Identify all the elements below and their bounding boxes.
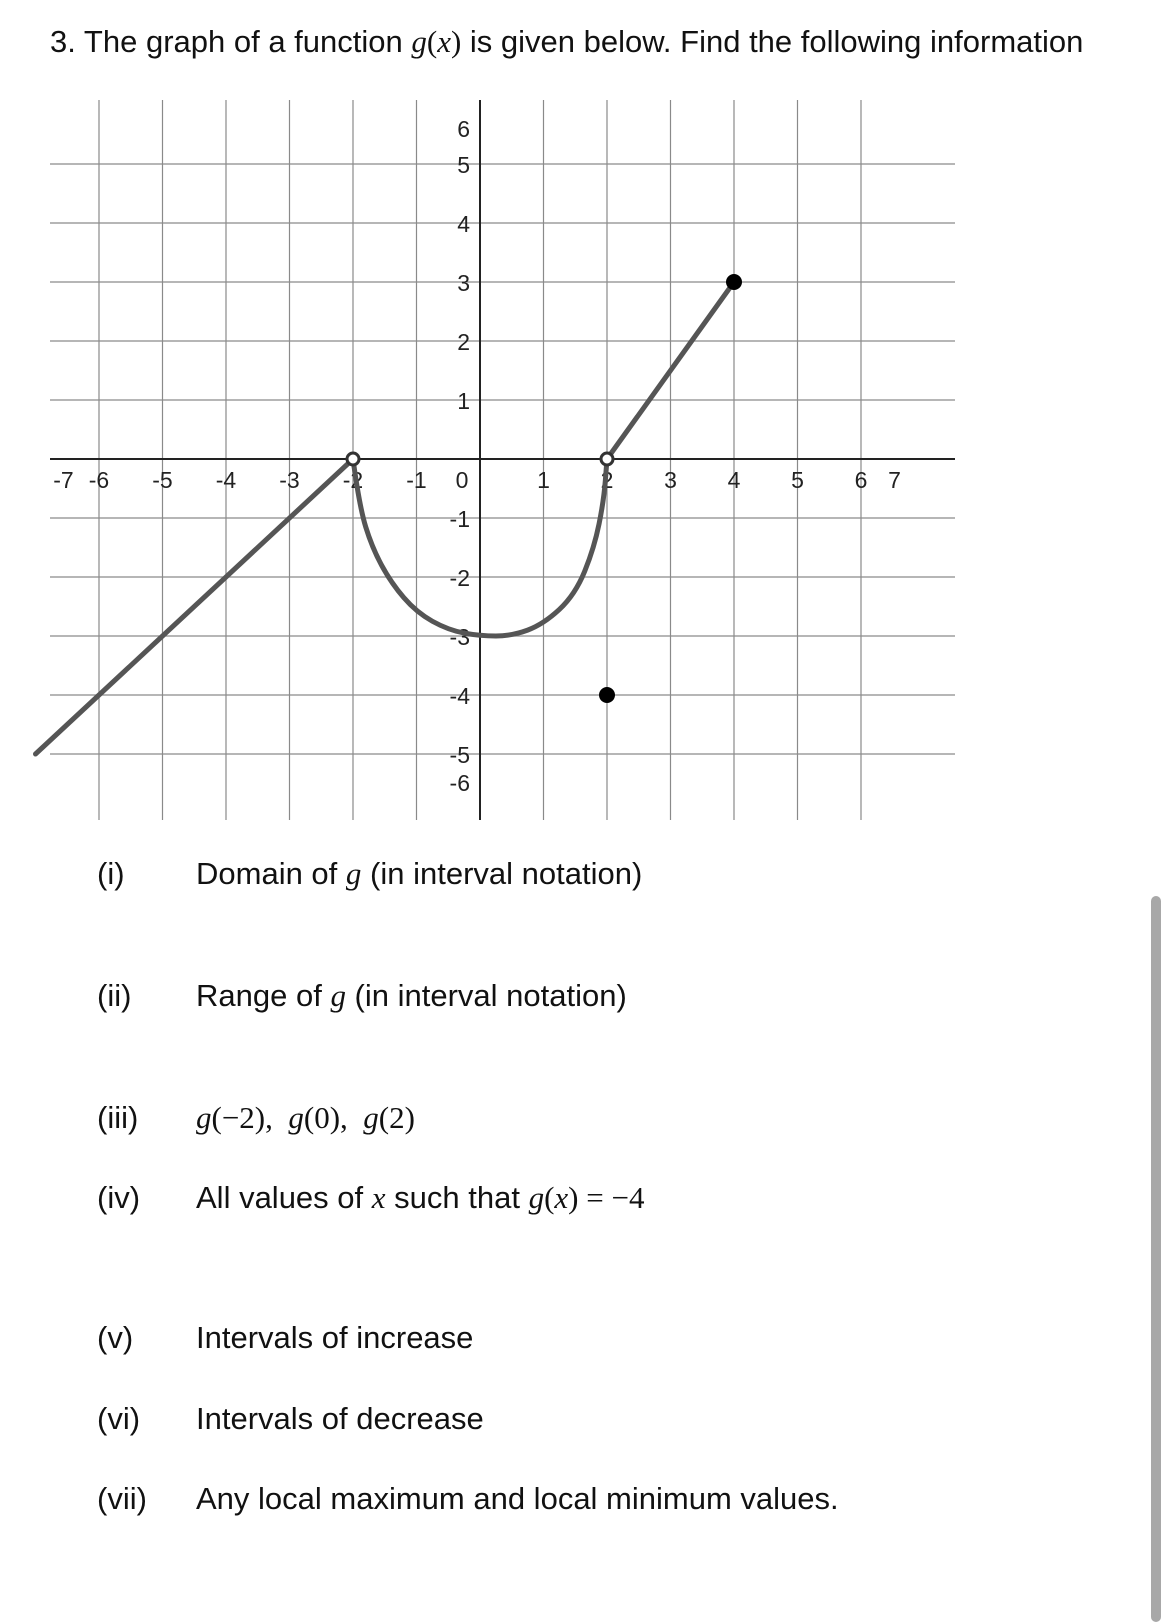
question-text-segment: g bbox=[528, 1180, 545, 1215]
question-text-segment: (−2), bbox=[211, 1100, 289, 1135]
problem-text-before: The graph of a function bbox=[83, 24, 403, 59]
y-tick-label: -2 bbox=[449, 565, 470, 591]
x-tick-label: 5 bbox=[791, 467, 804, 493]
x-tick-label: 4 bbox=[727, 467, 741, 493]
graph-left-line bbox=[36, 459, 354, 754]
x-tick-label: -3 bbox=[279, 467, 300, 493]
question-text-segment: (in interval notation) bbox=[345, 978, 627, 1013]
x-tick-label: -5 bbox=[152, 467, 173, 493]
y-tick-label: 5 bbox=[457, 152, 470, 178]
y-tick-label: 2 bbox=[457, 329, 470, 355]
x-tick-label: -4 bbox=[215, 467, 237, 493]
question-text-segment: g bbox=[196, 1100, 212, 1135]
problem-text-after: is given below. Find the following information bbox=[469, 24, 1084, 59]
x-tick-label: -7 bbox=[53, 467, 74, 493]
question-text-segment: g bbox=[345, 856, 362, 891]
question-text-segment: (0), bbox=[303, 1100, 364, 1135]
question-number: (i) bbox=[97, 856, 125, 891]
x-tick-label: 2 bbox=[600, 467, 614, 493]
question-text bbox=[196, 1401, 484, 1437]
question-text bbox=[196, 1481, 839, 1517]
question-text-segment: Any local maximum and local minimum values. bbox=[196, 1481, 839, 1516]
question-number: (v) bbox=[97, 1320, 134, 1355]
question-number: (vi) bbox=[97, 1401, 141, 1436]
y-tick-label: -1 bbox=[449, 506, 470, 532]
x-tick-label: -2 bbox=[342, 467, 364, 493]
x-tick-label: 1 bbox=[537, 467, 550, 493]
question-text-segment: (2) bbox=[378, 1100, 415, 1135]
open-point bbox=[347, 453, 359, 465]
question-text bbox=[196, 1180, 644, 1216]
question-number: (vii) bbox=[97, 1481, 147, 1516]
y-tick-label: 6 bbox=[457, 116, 470, 142]
question-text-segment: Domain of bbox=[196, 856, 346, 891]
x-tick-label: 6 bbox=[854, 467, 868, 493]
question-text bbox=[196, 1100, 415, 1136]
y-tick-label: -5 bbox=[449, 742, 470, 768]
x-tick-label: 3 bbox=[664, 467, 677, 493]
question-text-segment: (in interval notation) bbox=[361, 856, 643, 891]
y-tick-label: -4 bbox=[449, 683, 470, 709]
question-text bbox=[196, 978, 627, 1014]
problem-paren-close: ) bbox=[450, 24, 462, 59]
question-text-segment: Intervals of decrease bbox=[196, 1401, 484, 1436]
y-tick-label: -6 bbox=[449, 770, 470, 796]
problem-function-arg: x bbox=[437, 24, 451, 59]
x-tick-label: -6 bbox=[88, 467, 110, 493]
question-text-segment: x bbox=[371, 1180, 386, 1215]
question-text-segment: g bbox=[363, 1100, 379, 1135]
question-text-segment: g bbox=[288, 1100, 304, 1135]
x-tick-label: -1 bbox=[406, 467, 427, 493]
question-text-segment: ) = −4 bbox=[568, 1180, 645, 1215]
question-number: (ii) bbox=[97, 978, 132, 1013]
question-text-segment: Range of bbox=[196, 978, 331, 1013]
y-tick-label: 1 bbox=[457, 388, 470, 414]
question-number: (iv) bbox=[97, 1180, 141, 1215]
problem-paren-open: ( bbox=[426, 24, 438, 59]
x-tick-label: 7 bbox=[888, 467, 901, 493]
question-number: (iii) bbox=[97, 1100, 139, 1135]
y-tick-label: -3 bbox=[449, 624, 470, 650]
question-text-segment: All values of bbox=[196, 1180, 372, 1215]
y-tick-label: 4 bbox=[457, 211, 470, 237]
question-text-segment: ( bbox=[544, 1180, 555, 1215]
closed-point bbox=[726, 274, 742, 290]
x-tick-label: 0 bbox=[455, 467, 469, 493]
closed-point bbox=[599, 687, 615, 703]
problem-function-name: g bbox=[411, 24, 427, 59]
vertical-scrollbar[interactable] bbox=[1151, 896, 1161, 1622]
question-text-segment: Intervals of increase bbox=[196, 1320, 474, 1355]
question-text-segment: g bbox=[330, 978, 346, 1013]
question-text-segment: such that bbox=[385, 1180, 529, 1215]
problem-number: 3. bbox=[50, 24, 76, 59]
question-text bbox=[196, 856, 642, 892]
question-text bbox=[196, 1320, 473, 1356]
open-point bbox=[601, 453, 613, 465]
question-text-segment: x bbox=[554, 1180, 569, 1215]
y-tick-label: 3 bbox=[457, 270, 470, 296]
